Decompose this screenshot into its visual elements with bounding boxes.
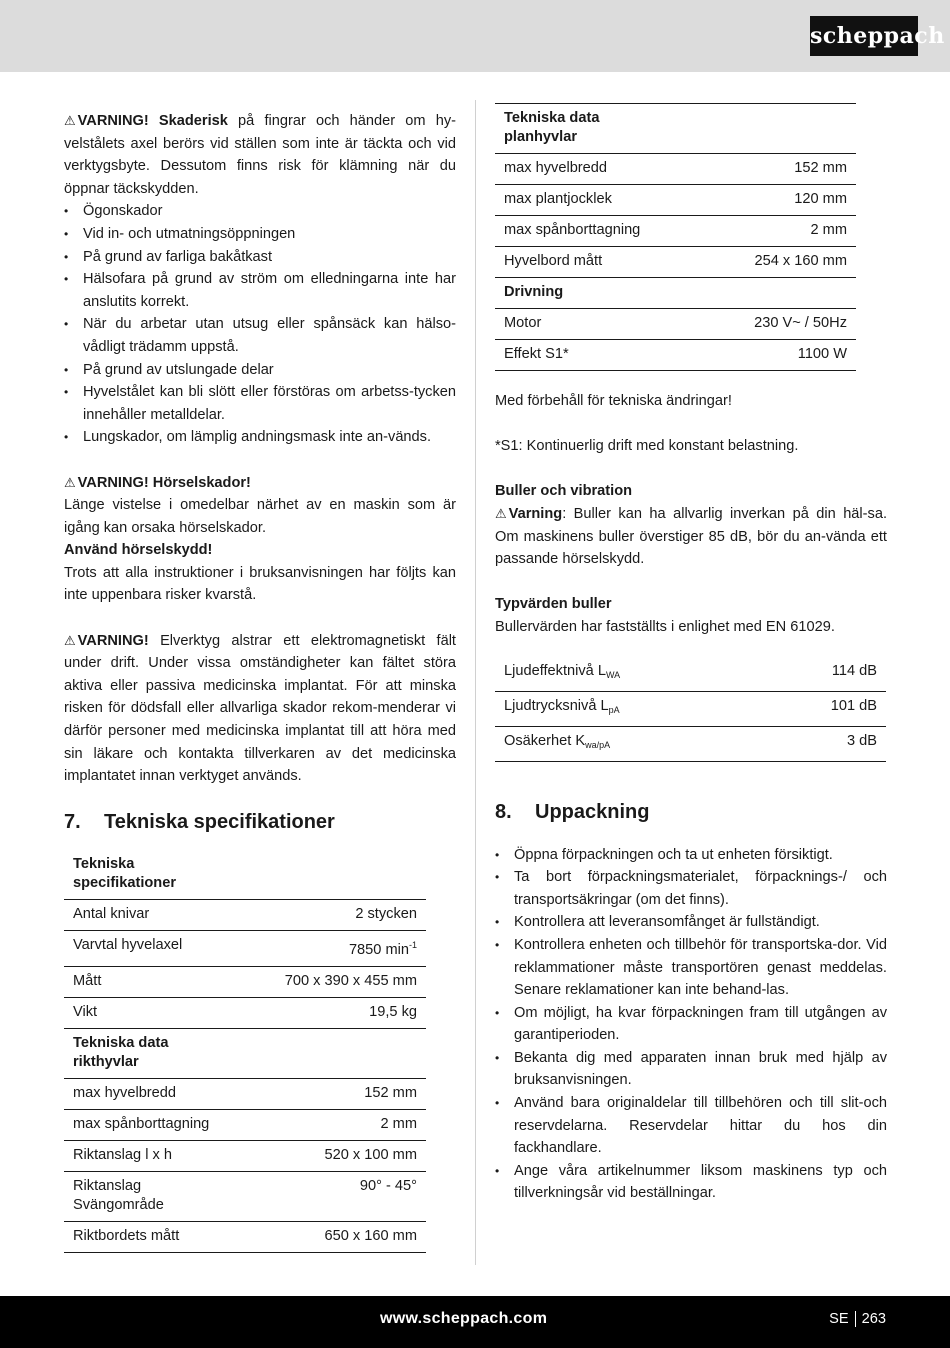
table-header-row (64, 1028, 426, 1078)
row-label: Ljudtrycksnivå $L_{pA}$ (495, 691, 759, 726)
table-row (64, 899, 426, 930)
warning-lead: VARNING! Skaderisk (77, 113, 228, 129)
page-number: SE 263 (829, 1311, 886, 1327)
warning-text: Länge vistelse i omedelbar närhet av en maskin som är igång kan orsaka hörselskador. (64, 497, 456, 536)
s1-note: *S1: Kontinuerlig drift med konstant belastning. (495, 438, 799, 455)
table-header-row (495, 104, 856, 154)
table-row (495, 657, 886, 692)
list-item: • När du arbetar utan utsug eller spånsäck kan hälso-vådligt trädamm uppstå. (64, 313, 456, 358)
row-label: max spånborttagning (64, 1109, 232, 1140)
row-value: 7850 $\min^{-1}$ (232, 930, 426, 966)
row-value: 90° - 45° (232, 1171, 426, 1221)
warning-bold: Använd hörselskydd! (64, 542, 213, 559)
spec-table (64, 850, 426, 1253)
row-value: 101 dB (759, 691, 886, 726)
table-row (495, 691, 886, 726)
row-label: Antal knivar (64, 899, 232, 930)
warning-text: Trots att alla instruktioner i bruksanvisningen har följts kan inte uppenbara risker kvarstå. (64, 564, 456, 604)
row-value: 114 dB (759, 657, 886, 692)
typical-values-title: Typvärden buller (495, 596, 612, 613)
table-header-row (64, 850, 426, 900)
table-header-row (495, 278, 856, 309)
table-row (64, 966, 426, 997)
noise-table (495, 657, 886, 762)
warning-text: Elverktyg alstrar ett elektromagnetiskt fält under drift. Under vissa omständigheter kan fältet störa aktiva eller passiva medicinska implantat. För att minska risken för dödsfall eller allvarliga skador rekom-menderar vi därför personer med medicinska implantat till att höra med sin läkare och kontakta tillverkaren av det medicinska implantatet innan verktyget används. (64, 632, 456, 785)
warning-icon: ⚠ (64, 113, 76, 128)
warning-hearing-title (64, 472, 456, 495)
row-value: 152 mm (663, 154, 856, 185)
footer-bar (0, 1296, 950, 1348)
row-label: Osäkerhet $K_{wa/pA}$ (495, 726, 759, 761)
left-column (64, 110, 456, 1253)
table-row (64, 1171, 426, 1221)
row-value: 700 x 390 x 455 mm (232, 966, 426, 997)
row-value: 650 x 160 mm (232, 1221, 426, 1252)
table-row (495, 340, 856, 371)
row-value: 230 V~ / 50Hz (663, 309, 856, 340)
brand-logo: scheppach (810, 16, 918, 56)
row-value: 2 mm (232, 1109, 426, 1140)
list-item: • Bekanta dig med apparaten innan bruk med hjälp av bruksanvisningen. (495, 1047, 887, 1092)
table-row (495, 216, 856, 247)
warning-icon: ⚠ (64, 474, 76, 490)
table-row (64, 1221, 426, 1252)
planer-table (495, 103, 856, 371)
list-item: • Lungskador, om lämplig andningsmask inte an-vänds. (64, 426, 456, 449)
row-value: 152 mm (232, 1078, 426, 1109)
row-value: 1100 W (663, 340, 856, 371)
list-item: • På grund av farliga bakåtkast (64, 246, 456, 269)
list-item: • Öppna förpackningen och ta ut enheten försiktigt. (495, 844, 887, 867)
warning-injury (64, 110, 456, 200)
row-value (232, 850, 426, 900)
noise-warning: ⚠ Varning: Buller kan ha allvarlig inverkan på din häl-sa. Om maskinens buller överstiger 85 dB, bör du an-vända ett passande hörselskydd. (495, 503, 887, 571)
row-value: 3 dB (759, 726, 886, 761)
table-row (495, 309, 856, 340)
row-value: 2 mm (663, 216, 856, 247)
noise-title: Buller och vibration (495, 483, 633, 500)
row-value (663, 278, 856, 309)
row-label: Varvtal hyvelaxel (64, 930, 232, 966)
list-item: • Använd bara originaldelar till tillbehören och till slit-och reservdelarna. Reservdelar hittar du hos din fackhandlare. (495, 1092, 887, 1160)
row-value: 254 x 160 mm (663, 247, 856, 278)
list-item: • På grund av utslungade delar (64, 359, 456, 382)
list-item: • Ta bort förpackningsmaterialet, förpacknings-/ och transportsäkringar (om det finns). (495, 866, 887, 911)
row-label: Drivning (495, 278, 663, 309)
row-label: Riktanslag Svängområde (64, 1171, 232, 1221)
row-label: Ljudeffektnivå $L_{WA}$ (495, 657, 759, 692)
row-value: 520 x 100 mm (232, 1140, 426, 1171)
row-label: Effekt S1* (495, 340, 663, 371)
column-divider (475, 100, 476, 1265)
right-column (495, 103, 887, 1205)
table-row (64, 1140, 426, 1171)
row-label: Vikt (64, 997, 232, 1028)
row-label: Riktanslag l x h (64, 1140, 232, 1171)
table-row (64, 930, 426, 966)
table-row (64, 997, 426, 1028)
table-row (495, 185, 856, 216)
list-item: • Kontrollera att leveransomfånget är fullständigt. (495, 911, 887, 934)
warning-icon: ⚠ (64, 632, 76, 648)
warning-emf (64, 630, 456, 788)
table-row (64, 1078, 426, 1109)
row-value (663, 104, 856, 154)
warning-lead: VARNING! Hörselskador! (77, 474, 251, 491)
row-label: Tekniska data planhyvlar (495, 104, 663, 154)
section-heading-7: 7. Tekniska specifikationer (64, 810, 335, 833)
warning-text: på fingrar och händer om hy-velstålets axel berörs vid ställen som inte är täckta och vid verktygsbyte. Dessutom finns risk för klämning när du öppnar täckskydden. (64, 113, 457, 197)
warning-lead: VARNING! (77, 632, 149, 649)
list-item: • Om möjligt, ha kvar förpackningen fram till utgången av garantiperioden. (495, 1002, 887, 1047)
list-item: • Hyvelstålet kan bli slött eller förstöras om arbetss-tycken innehåller metalldelar. (64, 381, 456, 426)
row-value: 120 mm (663, 185, 856, 216)
table-row (495, 726, 886, 761)
row-label: Riktbordets mått (64, 1221, 232, 1252)
table-row (495, 154, 856, 185)
list-item: • Hälsofara på grund av ström om elledningarna inte har anslutits korrekt. (64, 268, 456, 313)
list-item: • Ange våra artikelnummer liksom maskinens typ och tillverkningsår vid beställningar. (495, 1160, 887, 1205)
row-label: Hyvelbord mått (495, 247, 663, 278)
list-item: • Kontrollera enheten och tillbehör för transportska-dor. Vid reklammationer måste transportören genast meddelas. Senare reklamationer kan inte behand-las. (495, 934, 887, 1002)
row-value: 2 stycken (232, 899, 426, 930)
header-bar (0, 0, 950, 72)
injury-list (64, 200, 456, 449)
table-row (64, 1109, 426, 1140)
list-item: • Ögonskador (64, 200, 456, 223)
row-label: max hyvelbredd (495, 154, 663, 185)
row-label: Motor (495, 309, 663, 340)
row-label: max spånborttagning (495, 216, 663, 247)
warning-icon: ⚠ (495, 505, 507, 521)
reservation-note: Med förbehåll för tekniska ändringar! (495, 393, 732, 409)
row-label: max hyvelbredd (64, 1078, 232, 1109)
row-label: max plantjocklek (495, 185, 663, 216)
section-heading-8: 8. Uppackning (495, 800, 650, 823)
typical-values-text: Bullervärden har fastställts i enlighet med EN 61029. (495, 618, 835, 635)
row-label: Tekniska specifikationer (64, 850, 232, 900)
row-label: Mått (64, 966, 232, 997)
list-item: • Vid in- och utmatningsöppningen (64, 223, 456, 246)
unpack-list (495, 844, 887, 1206)
row-value (232, 1028, 426, 1078)
row-value: 19,5 kg (232, 997, 426, 1028)
website-link[interactable]: www.scheppach.com (380, 1310, 548, 1327)
row-label: Tekniska data rikthyvlar (64, 1028, 232, 1078)
table-row (495, 247, 856, 278)
